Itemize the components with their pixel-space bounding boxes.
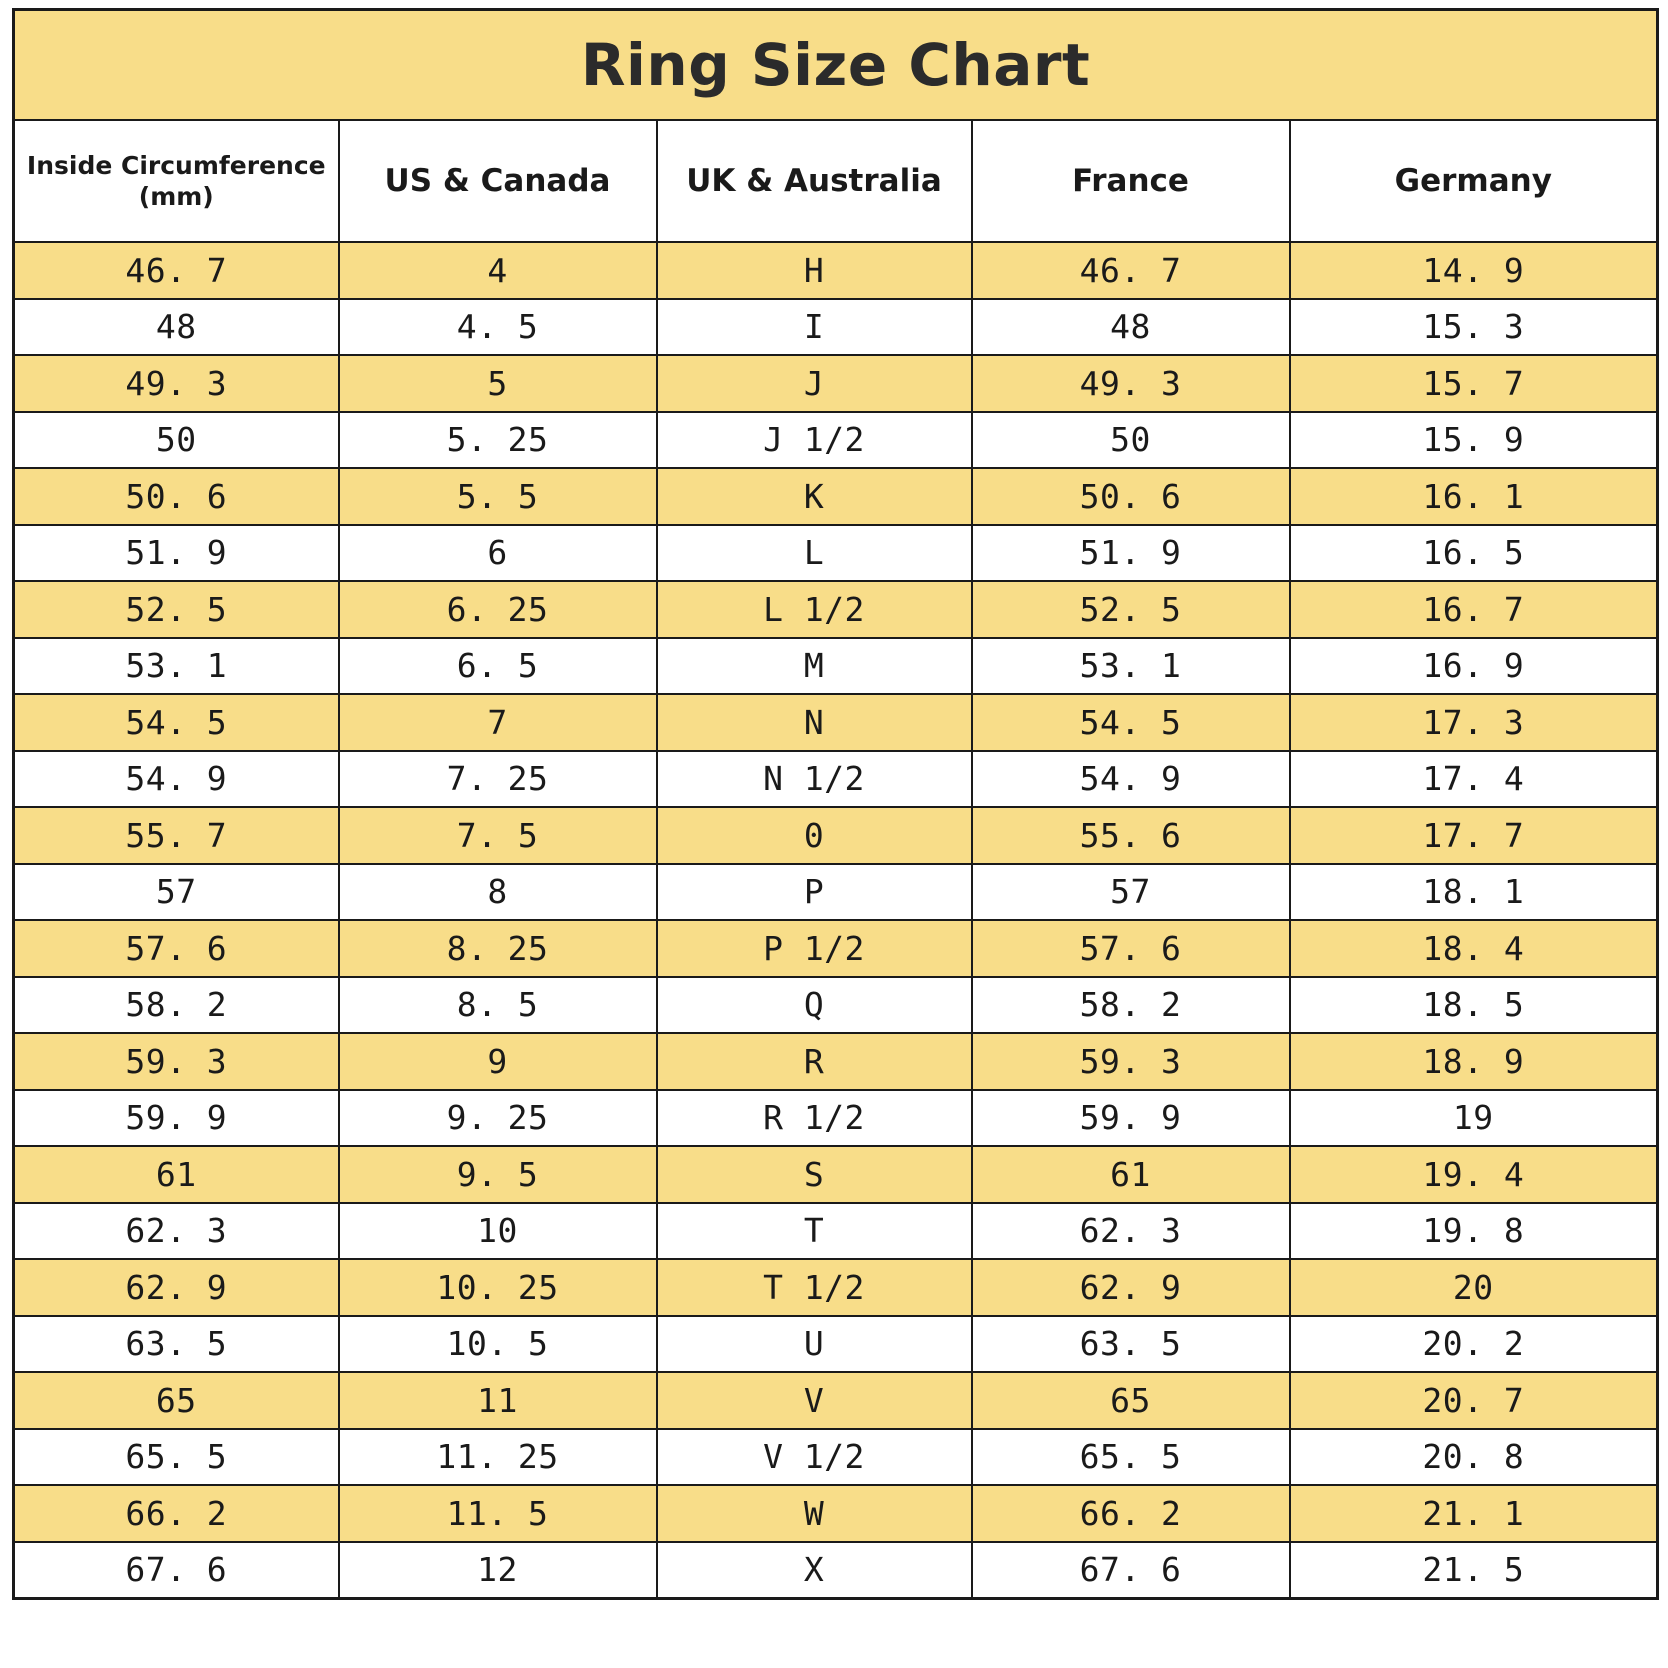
table-cell: 17. 7 <box>1290 807 1658 864</box>
table-cell: 54. 5 <box>972 694 1290 751</box>
table-cell: 49. 3 <box>14 355 339 412</box>
table-cell: 55. 7 <box>14 807 339 864</box>
table-cell: 16. 5 <box>1290 525 1658 582</box>
table-cell: 5 <box>339 355 657 412</box>
table-cell: 62. 3 <box>972 1203 1290 1260</box>
table-cell: P 1/2 <box>657 920 972 977</box>
table-cell: 65. 5 <box>14 1429 339 1486</box>
table-cell: 11 <box>339 1372 657 1429</box>
table-cell: 51. 9 <box>972 525 1290 582</box>
table-cell: 58. 2 <box>14 977 339 1034</box>
table-cell: 16. 9 <box>1290 638 1658 695</box>
table-cell: 66. 2 <box>14 1485 339 1542</box>
table-cell: X <box>657 1542 972 1599</box>
table-cell: N <box>657 694 972 751</box>
table-cell: I <box>657 299 972 356</box>
table-cell: 50 <box>14 412 339 469</box>
table-row <box>14 864 1658 921</box>
table-row <box>14 299 1658 356</box>
table-cell: 50 <box>972 412 1290 469</box>
table-row <box>14 694 1658 751</box>
table-cell: N 1/2 <box>657 751 972 808</box>
table-cell: 20. 2 <box>1290 1316 1658 1373</box>
table-cell: 50. 6 <box>14 468 339 525</box>
table-cell: L <box>657 525 972 582</box>
table-cell: 8. 25 <box>339 920 657 977</box>
table-cell: 50. 6 <box>972 468 1290 525</box>
table-cell: 55. 6 <box>972 807 1290 864</box>
table-cell: 16. 7 <box>1290 581 1658 638</box>
table-row <box>14 1429 1658 1486</box>
table-cell: 18. 9 <box>1290 1033 1658 1090</box>
table-cell: 7 <box>339 694 657 751</box>
table-cell: 18. 1 <box>1290 864 1658 921</box>
table-row <box>14 1146 1658 1203</box>
table-cell: 4 <box>339 242 657 299</box>
table-row <box>14 920 1658 977</box>
table-cell: 61 <box>972 1146 1290 1203</box>
column-header-uk-australia: UK & Australia <box>657 120 972 242</box>
table-cell: J 1/2 <box>657 412 972 469</box>
table-cell: 7. 25 <box>339 751 657 808</box>
table-row <box>14 412 1658 469</box>
table-cell: 19. 4 <box>1290 1146 1658 1203</box>
table-cell: 11. 5 <box>339 1485 657 1542</box>
table-cell: 62. 9 <box>14 1259 339 1316</box>
table-cell: 6. 5 <box>339 638 657 695</box>
title-row <box>14 10 1658 121</box>
ring-size-table <box>12 8 1659 1600</box>
table-cell: 63. 5 <box>14 1316 339 1373</box>
table-row <box>14 977 1658 1034</box>
table-row <box>14 242 1658 299</box>
table-row <box>14 1033 1658 1090</box>
table-cell: 51. 9 <box>14 525 339 582</box>
table-cell: 20. 7 <box>1290 1372 1658 1429</box>
table-cell: 61 <box>14 1146 339 1203</box>
table-cell: 65 <box>14 1372 339 1429</box>
table-cell: 67. 6 <box>972 1542 1290 1599</box>
table-row <box>14 1090 1658 1147</box>
table-cell: 0 <box>657 807 972 864</box>
column-header-us-canada: US & Canada <box>339 120 657 242</box>
table-cell: R 1/2 <box>657 1090 972 1147</box>
table-cell: 59. 9 <box>14 1090 339 1147</box>
table-cell: 52. 5 <box>972 581 1290 638</box>
table-cell: 14. 9 <box>1290 242 1658 299</box>
table-cell: 20. 8 <box>1290 1429 1658 1486</box>
table-cell: 58. 2 <box>972 977 1290 1034</box>
table-cell: 21. 1 <box>1290 1485 1658 1542</box>
table-cell: 10. 25 <box>339 1259 657 1316</box>
table-cell: T 1/2 <box>657 1259 972 1316</box>
table-cell: 46. 7 <box>14 242 339 299</box>
table-row <box>14 1372 1658 1429</box>
table-cell: 17. 4 <box>1290 751 1658 808</box>
table-cell: V <box>657 1372 972 1429</box>
table-cell: 52. 5 <box>14 581 339 638</box>
table-cell: 49. 3 <box>972 355 1290 412</box>
table-cell: H <box>657 242 972 299</box>
table-cell: 48 <box>972 299 1290 356</box>
column-header-inside-circumference: Inside Circumference (mm) <box>14 120 339 242</box>
table-cell: 19 <box>1290 1090 1658 1147</box>
table-cell: U <box>657 1316 972 1373</box>
table-cell: 21. 5 <box>1290 1542 1658 1599</box>
table-cell: V 1/2 <box>657 1429 972 1486</box>
column-header-germany: Germany <box>1290 120 1658 242</box>
table-cell: W <box>657 1485 972 1542</box>
table-cell: 10 <box>339 1203 657 1260</box>
table-row <box>14 355 1658 412</box>
table-row <box>14 468 1658 525</box>
table-cell: 9. 5 <box>339 1146 657 1203</box>
table-cell: 11. 25 <box>339 1429 657 1486</box>
table-cell: 48 <box>14 299 339 356</box>
table-row <box>14 638 1658 695</box>
table-row <box>14 1485 1658 1542</box>
table-cell: 19. 8 <box>1290 1203 1658 1260</box>
table-cell: J <box>657 355 972 412</box>
table-cell: 6. 25 <box>339 581 657 638</box>
table-cell: 59. 3 <box>972 1033 1290 1090</box>
table-cell: 65 <box>972 1372 1290 1429</box>
table-cell: T <box>657 1203 972 1260</box>
table-cell: 63. 5 <box>972 1316 1290 1373</box>
table-cell: 59. 3 <box>14 1033 339 1090</box>
table-cell: 66. 2 <box>972 1485 1290 1542</box>
table-cell: S <box>657 1146 972 1203</box>
table-cell: 8 <box>339 864 657 921</box>
table-cell: 5. 5 <box>339 468 657 525</box>
table-cell: 15. 3 <box>1290 299 1658 356</box>
table-cell: 15. 9 <box>1290 412 1658 469</box>
table-cell: 8. 5 <box>339 977 657 1034</box>
table-cell: 54. 9 <box>14 751 339 808</box>
table-cell: 57 <box>14 864 339 921</box>
table-cell: 9 <box>339 1033 657 1090</box>
table-cell: 62. 3 <box>14 1203 339 1260</box>
page-title: Ring Size Chart <box>14 10 1658 121</box>
table-cell: 57. 6 <box>14 920 339 977</box>
table-cell: 12 <box>339 1542 657 1599</box>
table-row <box>14 525 1658 582</box>
table-cell: Q <box>657 977 972 1034</box>
table-cell: 53. 1 <box>14 638 339 695</box>
table-row <box>14 807 1658 864</box>
table-cell: K <box>657 468 972 525</box>
table-cell: 65. 5 <box>972 1429 1290 1486</box>
table-cell: L 1/2 <box>657 581 972 638</box>
table-cell: 15. 7 <box>1290 355 1658 412</box>
table-cell: 67. 6 <box>14 1542 339 1599</box>
table-cell: 16. 1 <box>1290 468 1658 525</box>
table-cell: M <box>657 638 972 695</box>
table-row <box>14 1259 1658 1316</box>
table-cell: 18. 5 <box>1290 977 1658 1034</box>
table-cell: 57 <box>972 864 1290 921</box>
header-row <box>14 120 1658 242</box>
table-cell: 54. 9 <box>972 751 1290 808</box>
table-cell: 9. 25 <box>339 1090 657 1147</box>
table-row <box>14 581 1658 638</box>
table-row <box>14 751 1658 808</box>
table-row <box>14 1316 1658 1373</box>
table-row <box>14 1542 1658 1599</box>
table-cell: 57. 6 <box>972 920 1290 977</box>
table-cell: 5. 25 <box>339 412 657 469</box>
table-cell: 53. 1 <box>972 638 1290 695</box>
table-row <box>14 1203 1658 1260</box>
table-cell: 54. 5 <box>14 694 339 751</box>
table-cell: 18. 4 <box>1290 920 1658 977</box>
table-cell: R <box>657 1033 972 1090</box>
table-cell: 4. 5 <box>339 299 657 356</box>
table-cell: 17. 3 <box>1290 694 1658 751</box>
table-cell: 46. 7 <box>972 242 1290 299</box>
column-header-france: France <box>972 120 1290 242</box>
table-cell: 10. 5 <box>339 1316 657 1373</box>
table-cell: 59. 9 <box>972 1090 1290 1147</box>
table-cell: 20 <box>1290 1259 1658 1316</box>
table-cell: P <box>657 864 972 921</box>
table-cell: 7. 5 <box>339 807 657 864</box>
table-cell: 62. 9 <box>972 1259 1290 1316</box>
table-cell: 6 <box>339 525 657 582</box>
